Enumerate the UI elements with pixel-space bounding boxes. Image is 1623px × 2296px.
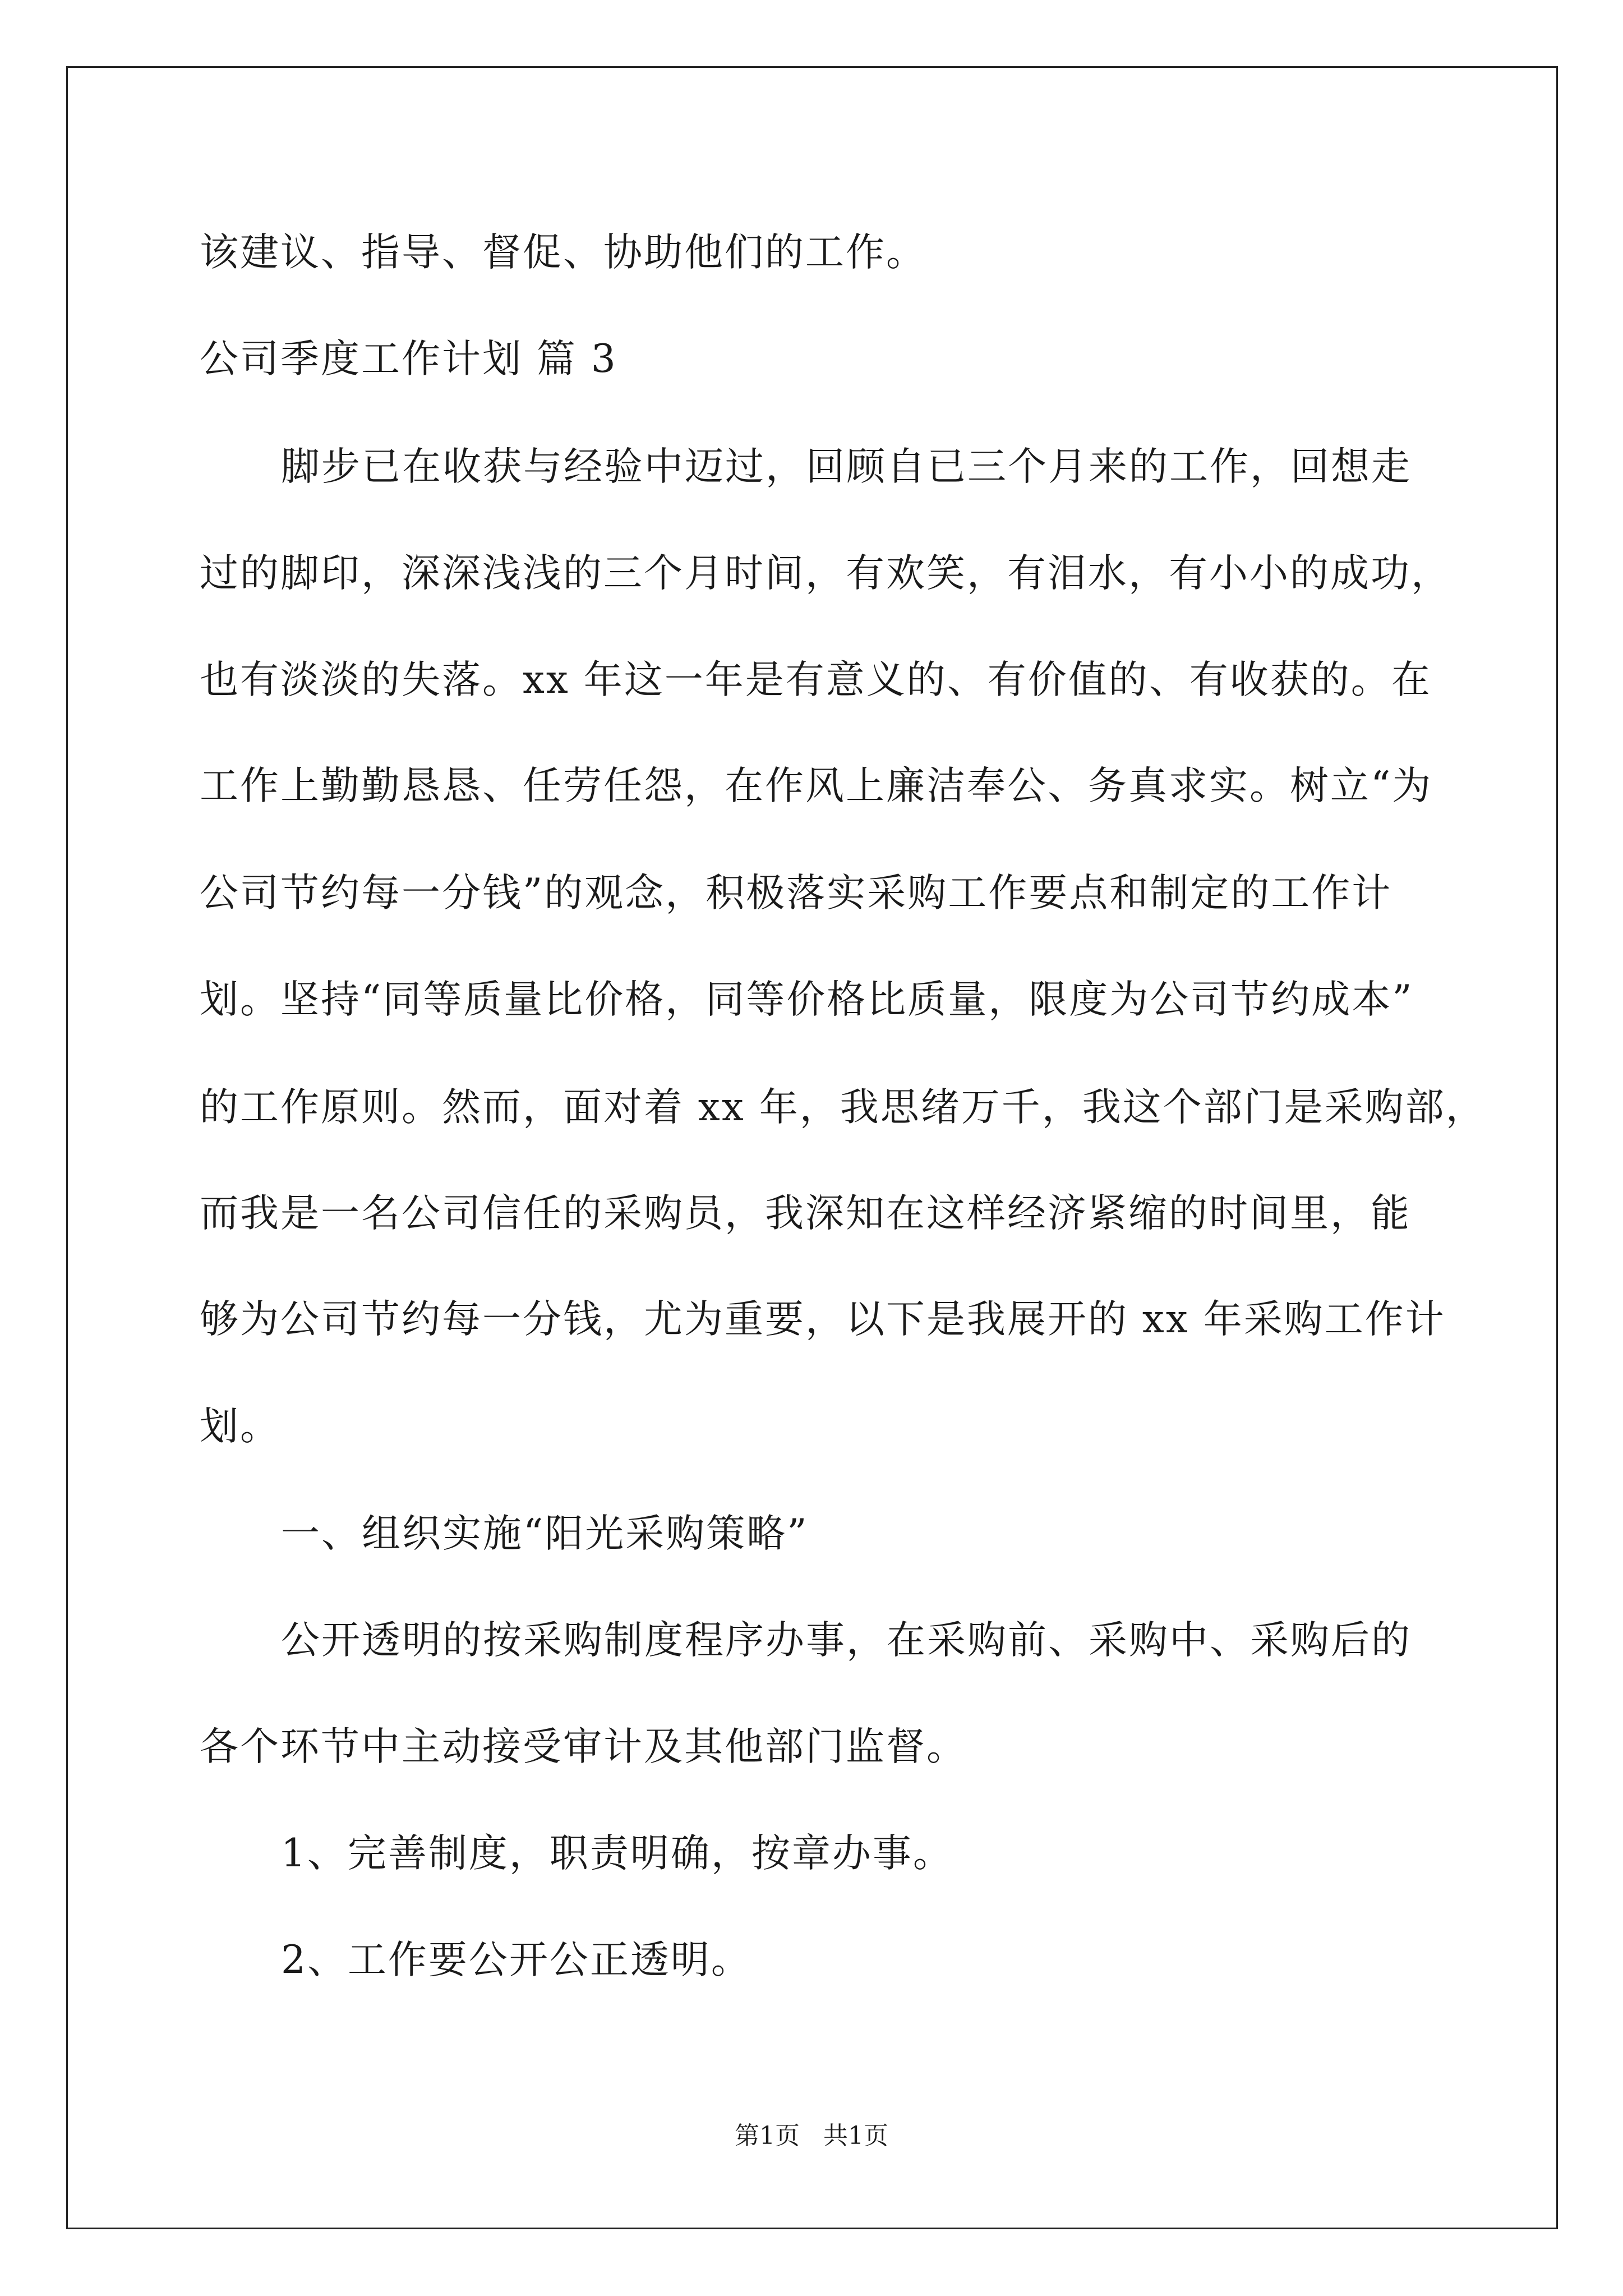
- paragraph-line: 而我是一名公司信任的采购员，我深知在这样经济紧缩的时间里，能: [200, 1191, 1411, 1236]
- section-heading: 公司季度工作计划 篇 3: [200, 337, 617, 381]
- paragraph-line: 划。坚持“同等质量比价格，同等价格比质量，限度为公司节约成本”: [200, 977, 1414, 1022]
- paragraph-line: 够为公司节约每一分钱，尤为重要，以下是我展开的 xx 年采购工作计: [200, 1297, 1446, 1342]
- list-item: 2、工作要公开公正透明。: [281, 1938, 751, 1982]
- paragraph-line: 过的脚印，深深浅浅的三个月时间，有欢笑，有泪水，有小小的成功，: [200, 551, 1451, 596]
- paragraph-line: 也有淡淡的失落。xx 年这一年是有意义的、有价值的、有收获的。在: [200, 657, 1432, 702]
- paragraph-line: 公司节约每一分钱”的观念，积极落实采购工作要点和制定的工作计: [200, 871, 1393, 915]
- paragraph-line: 脚步已在收获与经验中迈过，回顾自已三个月来的工作，回想走: [281, 444, 1412, 489]
- subheading: 一、组织实施“阳光采购策略”: [281, 1511, 809, 1556]
- list-item: 1、完善制度，职责明确，按章办事。: [281, 1831, 953, 1876]
- page-border: [66, 66, 1558, 2229]
- paragraph-line: 划。: [200, 1404, 280, 1449]
- paragraph-line: 各个环节中主动接受审计及其他部门监督。: [200, 1724, 967, 1769]
- paragraph-line: 该建议、指导、督促、协助他们的工作。: [200, 230, 926, 275]
- paragraph-line: 的工作原则。然而，面对着 xx 年，我思绪万千，我这个部门是采购部，: [200, 1085, 1486, 1130]
- paragraph-line: 公开透明的按采购制度程序办事，在采购前、采购中、采购后的: [281, 1618, 1412, 1663]
- page-number-footer: 第1页 共1页: [735, 2122, 888, 2150]
- paragraph-line: 工作上勤勤恳恳、任劳任怨，在作风上廉洁奉公、务真求实。树立“为: [200, 763, 1433, 808]
